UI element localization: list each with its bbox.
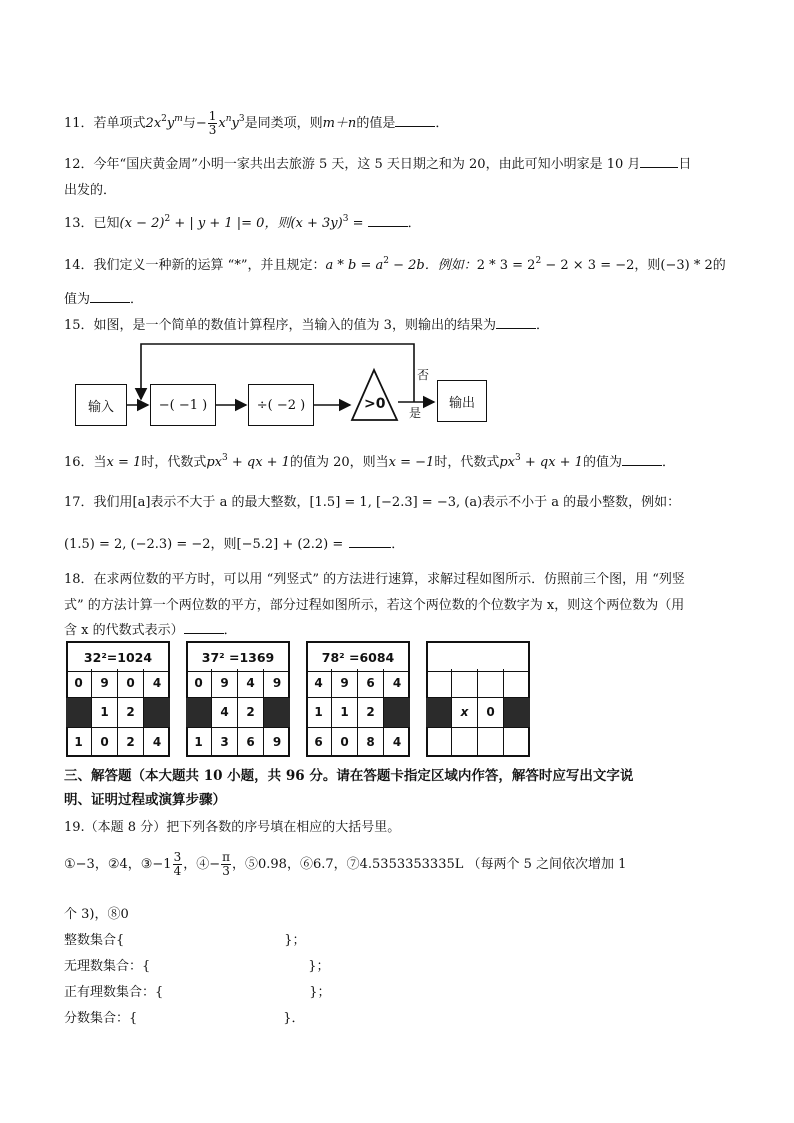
grid-cell [504,669,530,698]
fraction-set-input[interactable] [137,1010,283,1022]
flowchart-connectors [0,0,794,440]
grid-cell: 0 [66,669,92,698]
square-grid-4 [426,641,530,757]
grid-cell: 0 [118,669,144,698]
question-11: 11．若单项式$2x^2y^m$与− $\frac{1}{3}$ $x^ny^3$是同类项，则m＋n的值是 ． [64,109,449,137]
fraction-pi-thirds: $\frac{\pi}{3}$ [222,850,230,878]
grid-cell: 0 [478,698,504,727]
grid-cell [66,698,92,727]
grid-cell: 9 [92,669,118,698]
grid-cell [264,698,290,727]
grid-title: 32²=1024 [68,643,168,672]
question-15: 15．如图，是一个简单的数值计算程序，当输入的值为 3，则输出的结果为 ． [64,318,549,333]
fraction-one-third: $\frac{1}{3}$ [208,109,217,137]
grid-cell: 4 [152,735,162,750]
square-grid-3 [306,641,410,757]
grid-cell [452,728,478,757]
grid-cell: 9 [332,669,358,698]
irrational-set-input[interactable] [150,958,308,970]
output-box: 输出 [437,380,487,422]
grid-title [428,643,528,672]
question-12: 12．今年“国庆黄金周”小明一家共出去旅游 5 天，这 5 天日期之和为 20，由此可知小明家是 10 月 日 [64,157,692,172]
grid-cell [144,698,170,727]
grid-cell: 3 [212,728,238,757]
grid-cell: 0 [332,728,358,757]
question-18-line2: 式” 的方法计算一个两位数的平方，部分过程如图所示，若这个两位数的个位数字为 x，则这个两位数为（用 [64,598,685,613]
grid-cell [452,669,478,698]
positive-rational-set-input[interactable] [163,984,309,996]
fraction-set: 分数集合：{ }． [64,1011,305,1026]
grid-cell: 1 [66,728,92,757]
grid-cell: 4 [238,669,264,698]
grid-cell [426,698,452,727]
grid-cell: 2 [238,698,264,727]
condition-triangle [352,370,397,420]
section-3-heading: 三、解答题（本大题共 10 小题，共 96 分。请在答题卡指定区域内作答，解答时应写出文字说 [64,768,634,784]
grid-cell: 9 [272,735,282,750]
answer-blank[interactable] [184,621,224,634]
integer-set: 整数集合{ }； [64,933,306,948]
grid-cell: 2 [358,698,384,727]
section-3-heading-line2: 明、证明过程或演算步骤） [64,792,226,808]
question-14: 14．我们定义一种新的运算 “*”，并且规定：$a * b = a^2 - 2b$．例如：$2 * 3 = 2^2 - 2 \times 3 = -2$，则(−3) * 2的 [64,256,726,273]
grid-cell: x [452,698,478,727]
input-box: 输入 [75,384,127,426]
grid-cell [426,728,452,757]
grid-cell: 4 [306,669,332,698]
integer-set-input[interactable] [124,932,284,944]
grid-cell: 2 [118,728,144,757]
square-grid-1 [66,641,170,757]
grid-cell [504,698,530,727]
grid-cell: 1 [92,698,118,727]
divide-box: ÷( −2 ) [248,384,314,426]
no-label: 否 [417,368,430,382]
grid-cell [384,698,410,727]
fraction-three-quarters: $\frac{3}{4}$ [173,850,182,878]
grid-cell: 6 [238,728,264,757]
positive-rational-set: 正有理数集合：{ }； [64,985,331,1000]
question-17-line2: (1.5) = 2, (−2.3) = −2，则[−5.2] + (2.2) = ． [64,537,405,552]
flowchart [0,0,794,440]
answer-blank[interactable] [622,453,662,466]
grid-title: 78² =6084 [308,643,408,672]
yes-label: 是 [409,406,422,420]
question-18: 18．在求两位数的平方时，可以用 “列竖式” 的方法进行速算，求解过程如图所示．仿照前三个图，用 “列竖 [64,572,685,587]
grid-cell: 4 [384,669,410,698]
question-13: 13．已知$(x - 2)^2$ + | y + 1 |= 0，则$(x + 3y)^3$ = ． [64,214,421,231]
grid-cell: 6 [358,669,384,698]
question-17: 17．我们用[a]表示不大于 a 的最大整数，[1.5] = 1, [−2.3] = −3, (a)表示不小于 a 的最小整数，例如： [64,495,681,510]
grid-cell: 4 [212,698,238,727]
square-grid-2 [186,641,290,757]
grid-cell: 4 [144,669,170,698]
question-16: 16．当x = 1时，代数式$px^3$ + qx + 1的值为 20，则当x = −1时，代数式$px^3$ + qx + 1的值为 ． [64,453,675,470]
grid-cell: 8 [358,728,384,757]
grid-cell [504,728,530,757]
grid-cell: 9 [212,669,238,698]
question-12-line2: 出发的． [64,183,117,198]
grid-cell [478,669,504,698]
grid-cell [186,698,212,727]
grid-title: 37² =1369 [188,643,288,672]
answer-blank[interactable] [349,535,391,548]
grid-cell: 9 [264,669,290,698]
grid-cell: 0 [92,728,118,757]
question-19-intro: 19.（本题 8 分）把下列各数的序号填在相应的大括号里。 [64,820,401,835]
subtract-box: −( −1 ) [150,384,216,426]
grid-cell: 0 [186,669,212,698]
grid-cell: 6 [306,728,332,757]
grid-cell: 2 [118,698,144,727]
grid-cell: 1 [332,698,358,727]
grid-cell [478,728,504,757]
grid-cell: 4 [392,735,402,750]
question-18-line3: 含 x 的代数式表示） ． [64,623,237,638]
grid-cell: 1 [306,698,332,727]
question-19-line2: 个 3)，⑧0 [64,907,129,922]
condition-label: >0 [364,396,386,412]
grid-cell: 1 [186,728,212,757]
question-19-numbers: ①−3，②4，③−1 $\frac{3}{4}$ ，④− $\frac{\pi}{3}$ ，⑤0.98，⑥6.7，⑦4.5353353335L （每两个 5 之间依次增加 1 [64,850,627,878]
question-14-line2: 值为 ． [64,292,144,307]
grid-cell [426,669,452,698]
irrational-set: 无理数集合：{ }； [64,959,330,974]
